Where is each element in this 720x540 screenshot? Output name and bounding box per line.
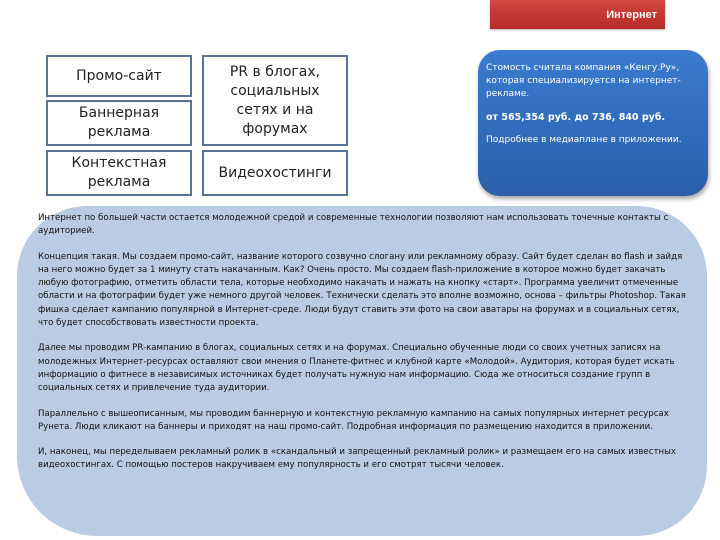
paragraph-pr-campaign: Далее мы проводим PR-кампанию в блогах, социальных сетях и на форумах. Специально обученные люди со своих учетных записях на молодежных Интернет-ресурсах оставляют свои мнения о Планете-фитнес и клубной карте «Молодой». Аудитория, которая будет искать информацию о фитнесе в независимых источниках будет получать нужную нам информацию. Сюда же относиться создание групп в социальных сетях и привлечение туда аудитории. (38, 343, 675, 394)
price-note: Подробнее в медиаплане в приложении. (486, 135, 682, 145)
channel-label: PR в блогах, социальных сетях и на форумах (229, 63, 321, 137)
price-amount: от 565,354 руб. до 736, 840 руб. (486, 112, 666, 123)
channel-box-video-hosting (202, 150, 348, 196)
channel-box-pr-blogs (202, 55, 348, 146)
channel-label: Видеохостинги (218, 164, 332, 181)
paragraph-intro: Интернет по большей части остается молодежной средой и современные технологии позволяют нам использовать точечные контакты с аудиторией. (38, 213, 669, 237)
price-description: Стомость считала компания «Кенгу.Ру», которая специализируется на интернет-рекламе. (486, 63, 681, 99)
channel-label: Контекстная реклама (71, 155, 167, 190)
channel-label: Промо-сайт (76, 67, 162, 84)
channel-box-promo-site (46, 55, 192, 97)
channel-box-contextual (46, 150, 192, 196)
section-tag-internet (490, 0, 665, 29)
strategy-description-panel (17, 206, 707, 536)
paragraph-banner-campaign: Параллельно с вышеописанным, мы проводим баннерную и контекстную рекламную кампанию на самых популярных интернет ресурсах Рунета. Люди кликают на баннеры и приходят на наш промо-сайт. Подробная информация по размещению находится в приложении. (38, 408, 669, 432)
channel-label: Баннерная реклама (78, 105, 160, 140)
price-info-panel (478, 50, 708, 196)
paragraph-video-campaign: И, наконец, мы переделываем рекламный ролик в «скандальный и запрещенный рекламный ролик» и размещаем его на самых известных видеохостингах. С помощью постеров накручиваем ему популярность и его смотрят тысячи человек. (38, 447, 676, 471)
paragraph-concept: Концепция такая. Мы создаем промо-сайт, название которого созвучно слогану или рекламному образу. Сайт будет сделан во flash и зайдя на него можно будет за 1 минуту стать накачанным. Как? Очень просто. Мы создаем flash-приложение в которое можно будет закачать любую фотографию, отметить области тела, которые необходимо накачать и нажать на кнопку «старт». Программа увеличит отмеченные области и на фотографии будет уже немного другой человек. Технически сделать это вполне возможно, основа – фильтры Photoshop. Такая фишка сделает кампанию популярной в Интернет-среде. Люди будут ставить эти фото на свои аватары на форумах и в социальных сетях, что будет способствовать известности проекта. (38, 251, 686, 329)
section-tag-label: Интернет (606, 8, 657, 21)
channel-box-banner (46, 100, 192, 146)
